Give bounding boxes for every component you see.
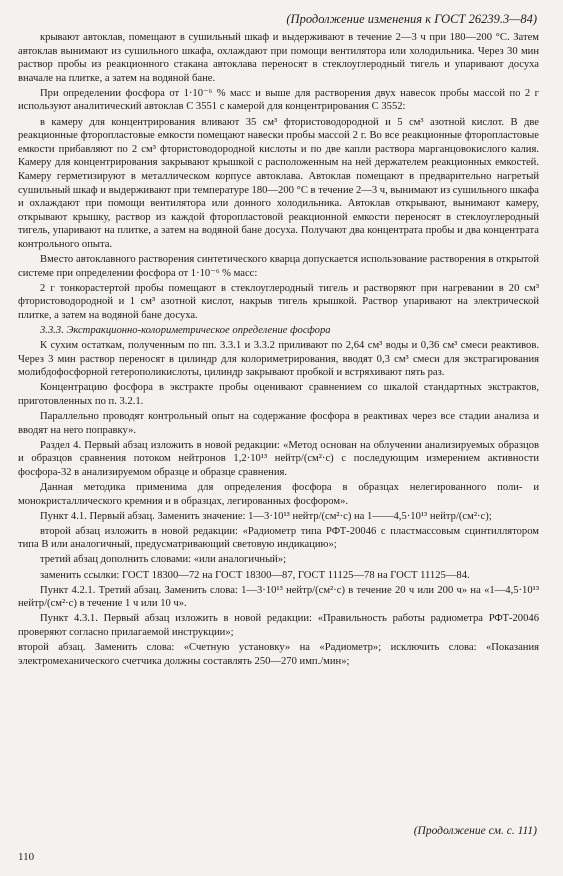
paragraph: Вместо автоклавного растворения синтетического кварца допускается использование растворения в открытой системе при определении фосфора от 1·10⁻⁶ % масс: — [18, 254, 539, 279]
paragraph: крывают автоклав, помещают в сушильный шкаф и выдерживают в течение 2—3 ч при 180—200 °С. Затем автоклав вынимают из сушильного шкафа, охлаждают при помощи вентилятора или холодильника. Через 30 мин раствор пробы из реакционного стакана автоклава переносят в стеклоуглеродный тигель и упаривают досуха вначале на плитке, а затем на водяной бане. — [18, 32, 539, 84]
page-number: 110 — [18, 851, 35, 863]
paragraph: К сухим остаткам, полученным по пп. 3.3.1 и 3.3.2 приливают по 2,64 см³ воды и 0,36 см³ смеси реактивов. Через 3 мин раствор переносят в цилиндр для колориметрирования, вводят 0,3 см³ смеси для экстрагирования молибдофосфорной гетерополикислоты, цилиндр закрывают пробкой и встряхивают пять раз. — [18, 340, 539, 379]
paragraph: второй абзац. Заменить слова: «Счетную установку» на «Радиометр»; исключить слова: «Показания электромеханического счетчика должны составлять 250—270 имп./мин»; — [18, 642, 539, 667]
paragraph: 2 г тонкорастертой пробы помещают в стеклоуглеродный тигель и растворяют при нагревании в 20 см³ фтористоводородной и 1 см³ азотной кислот, накрыв тигель крышкой. Раствор упаривают на электрической плитке, а затем на водяной бане досуха. — [18, 282, 539, 321]
paragraph: Концентрацию фосфора в экстракте пробы оценивают сравнением со шкалой стандартных экстрактов, приготовленных по п. 3.2.1. — [18, 382, 539, 407]
paragraph: При определении фосфора от 1·10⁻⁶ % масс и выше для растворения двух навесок пробы массой по 2 г используют аналитический автоклав С 3551 с камерой для концентрирования С 3552: — [18, 87, 539, 113]
paragraph: Параллельно проводят контрольный опыт на содержание фосфора в реактивах через все стадии анализа и вводят на него поправку». — [18, 411, 539, 436]
paragraph: второй абзац изложить в новой редакции: «Радиометр типа РФТ-20046 с пластмассовым сцинтиллятором типа В или аналогичный, предусматривающий световую индикацию»; — [18, 525, 539, 551]
paragraph: Пункт 4.2.1. Третий абзац. Заменить слова: 1—3·10¹³ нейтр/(см²·с) в течение 20 ч или 200 ч» на «1—4,5·10¹³ нейтр/(см²·с) в течение 1 ч или 10 ч». — [18, 584, 539, 610]
paragraph: третий абзац дополнить словами: «или аналогичный»; — [40, 554, 287, 566]
paragraph: Пункт 4.3.1. Первый абзац изложить в новой редакции: «Правильность работы радиометра РФТ-20046 проверяют согласно прилагаемой инструкции»; — [18, 613, 539, 638]
paragraph: Раздел 4. Первый абзац изложить в новой редакции: «Метод основан на облучении анализируемых образцов и образцов сравнения потоком нейтронов 1,2·10¹³ нейтр/(см²·с) с последующим измерением активности фосфора-32 в анализируемом образце и образце сравнения. — [18, 439, 539, 478]
paragraph: Данная методика применима для определения фосфора в образцах нелегированного поли- и монокристаллического кремния и в образцах, легированных фосфором». — [18, 482, 539, 507]
page-header: (Продолжение изменения к ГОСТ 26239.3—84) — [286, 12, 537, 26]
paragraph: в камеру для концентрирования вливают 35 см³ фтористоводородной и 5 см³ азотной кислот. В две реакционные фторопластовые емкости помещают навески пробы массой 2 г. Во все реакционные фторопластовые емкости прибавляют по 2 см³ фтористоводородной кислоты и по две капли раствора марганцовокислого калия. Камеру для концентрирования закрывают крышкой с расположенным на ней держателем реакционных емкостей. Камеру герметизируют в металлическом корпусе автоклава. Автоклав помещают в предварительно нагретый сушильный шкаф и выдерживают при температуре 180—200 °С в течение 2—3 ч, вынимают из сушильного шкафа и охлаждают при помощи вентилятора или донного холодильника. Автоклав открывают, вынимают камеру, открывают крышку, раствор из каждой фторопластовой реакционной емкости переносят в стеклоуглеродный тигель, упаривают на плитке, а затем на водяной бане досуха. Получают два концентрата пробы и два концентрата контрольного опыта. — [18, 116, 539, 250]
paragraph: Пункт 4.1. Первый абзац. Заменить значение: 1—3·10¹³ нейтр/(см²·с) на 1——4,5·10¹³ нейтр/(см²·с); — [40, 510, 492, 522]
paragraph: заменить ссылки: ГОСТ 18300—72 на ГОСТ 18300—87, ГОСТ 11125—78 на ГОСТ 11125—84. — [40, 569, 470, 581]
continuation-note: (Продолжение см. с. 111) — [413, 825, 537, 837]
document-body — [18, 31, 539, 668]
paragraph: 3.3.3. Экстракционно-колориметрическое определение фосфора — [40, 324, 331, 336]
